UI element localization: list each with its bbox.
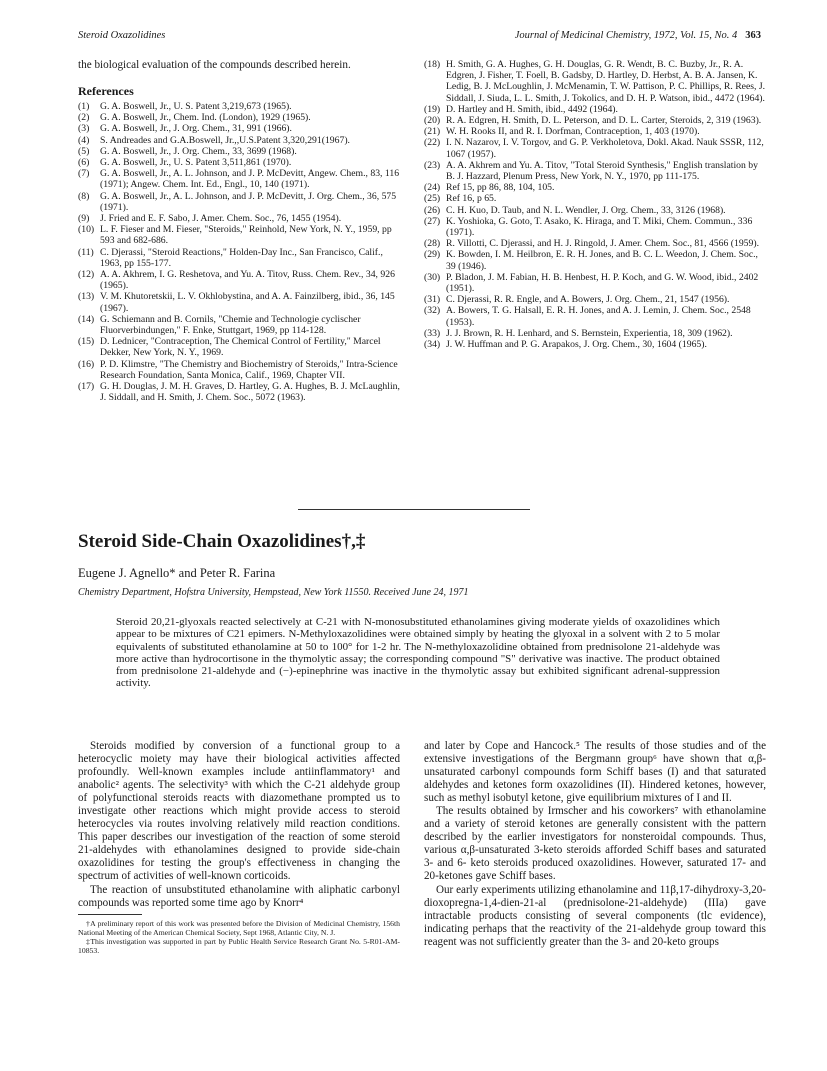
reference-item [78, 269, 400, 291]
reference-text: G. Schiemann and B. Cornils, "Chemie and Technologie cyclischer Fluorverbindungen," F. Enke, Stuttgart, 1969, pp 114-128. [100, 313, 361, 337]
reference-item [424, 115, 766, 126]
body-paragraph: The reaction of unsubstituted ethanolamine with aliphatic carbonyl compounds was reported some time ago by Knorr⁴ [78, 883, 400, 909]
reference-item [424, 305, 766, 327]
reference-number: (2) [78, 112, 90, 124]
reference-number: (17) [78, 381, 95, 393]
reference-text: D. Lednicer, "Contraception, The Chemical Control of Fertility," Marcel Dekker, New York, N. Y., 1969. [100, 336, 381, 359]
reference-number: (1) [78, 101, 90, 112]
reference-text: H. Smith, G. A. Hughes, G. H. Douglas, G. R. Wendt, B. C. Buzby, Jr., R. A. Edgren, J. Fisher, T. Foell, B. Gadsby, D. Hartley, D. Herbst, A. B. A. Jansen, K. Ledig, B. J. McLoughlin, J. McMenamin, T. W. Pattison, P. C. Phillips, R. Rees, J. Siddall, J. Siuda, L. L. Smith, J. Tokolics, and D. H. P. Watson, ibid., 4472 (1964). [446, 59, 766, 104]
reference-text: L. F. Fieser and M. Fieser, "Steroids," Reinhold, New York, N. Y., 1959, pp 593 and 682-686. [100, 224, 392, 247]
reference-item [424, 59, 766, 104]
reference-text: G. A. Boswell, Jr., J. Org. Chem., 33, 3699 (1968). [100, 145, 297, 157]
left-column [78, 59, 400, 403]
reference-text: Ref 15, pp 86, 88, 104, 105. [446, 182, 555, 194]
body-right-column [424, 740, 766, 949]
reference-text: A. A. Akhrem and Yu. A. Titov, "Total Steroid Synthesis," English translation by B. J. Hazzard, Plenum Press, New York, N. Y., 1970, pp 111-175. [446, 159, 758, 183]
reference-text: G. A. Boswell, Jr., U. S. Patent 3,511,861 (1970). [100, 157, 292, 169]
reference-text: P. Bladon, J. M. Fabian, H. B. Henbest, H. P. Koch, and G. W. Wood, ibid., 2402 (1951). [446, 271, 759, 295]
reference-text: A. A. Akhrem, I. G. Reshetova, and Yu. A. Titov, Russ. Chem. Rev., 34, 926 (1965). [100, 269, 395, 292]
reference-item [78, 314, 400, 336]
right-column [424, 59, 766, 350]
reference-text: J. W. Huffman and P. G. Arapakos, J. Org. Chem., 30, 1604 (1965). [446, 339, 707, 351]
reference-item [78, 112, 400, 123]
article-authors: Eugene J. Agnello* and Peter R. Farina [78, 566, 276, 580]
article-affiliation: Chemistry Department, Hofstra University, Hempstead, New York 11550. Received June 24, 1971 [78, 587, 469, 598]
reference-number: (3) [78, 123, 90, 135]
reference-number: (4) [78, 134, 90, 146]
body-paragraph: The results obtained by Irmscher and his coworkers⁷ with ethanolamine and a variety of steroid ketones are generally consistent with the pattern described by the earlier investigators for nonsteroidal compounds. Thus, various α,β-unsaturated 3-keto steroids afforded Schiff bases and saturated 3- and 6- keto steroids produced oxazolidines. However, saturated 17- and 20-ketones gave Schiff bases. [424, 805, 766, 883]
reference-item [78, 191, 400, 213]
reference-item [78, 168, 400, 190]
reference-item [424, 294, 766, 305]
reference-item [78, 247, 400, 269]
reference-item [78, 224, 400, 246]
reference-number: (34) [424, 339, 441, 351]
reference-item [424, 104, 766, 115]
reference-number: (27) [424, 215, 441, 227]
reference-item [78, 101, 400, 112]
reference-text: C. Djerassi, "Steroid Reactions," Holden-Day Inc., San Francisco, Calif., 1963, pp 155-177. [100, 246, 383, 269]
reference-number: (18) [424, 59, 441, 70]
reference-item [424, 339, 766, 350]
reference-text: V. M. Khutoretskii, L. V. Okhlobystina, and A. A. Fainzilberg, ibid., 36, 145 (1967). [100, 291, 395, 314]
reference-number: (31) [424, 294, 441, 306]
reference-text: C. Djerassi, R. R. Engle, and A. Bowers, J. Org. Chem., 21, 1547 (1956). [446, 294, 730, 306]
reference-item [78, 291, 400, 313]
reference-number: (12) [78, 269, 95, 281]
reference-text: G. A. Boswell, Jr., U. S. Patent 3,219,673 (1965). [100, 101, 292, 112]
reference-text: G. A. Boswell, Jr., A. L. Johnson, and J. P. McDevitt, Angew. Chem., 83, 116 (1971); Angew. Chem. Int. Ed., Engl., 10, 140 (1971). [100, 168, 400, 191]
reference-item [78, 336, 400, 358]
reference-item [424, 238, 766, 249]
continuation-text: the biological evaluation of the compounds described herein. [78, 59, 351, 71]
reference-number: (14) [78, 313, 95, 325]
body-left-column [78, 740, 400, 955]
reference-text: S. Andreades and G.A.Boswell, Jr.,,U.S.Patent 3,320,291(1967). [100, 134, 350, 146]
reference-text: W. H. Rooks II, and R. I. Dorfman, Contraception, 1, 403 (1970). [446, 126, 700, 138]
reference-text: G. A. Boswell, Jr., Chem. Ind. (London), 1929 (1965). [100, 112, 311, 124]
reference-item [424, 193, 766, 204]
reference-number: (13) [78, 291, 95, 303]
reference-item [78, 213, 400, 224]
reference-number: (6) [78, 157, 90, 169]
reference-number: (16) [78, 358, 95, 370]
reference-item [78, 123, 400, 134]
reference-number: (32) [424, 305, 441, 317]
footnote: †A preliminary report of this work was presented before the Division of Medicinal Chemistry, 156th National Meeting of the American Chemical Society, Sept 1968, Atlantic City, N. J. [78, 918, 400, 937]
reference-number: (21) [424, 126, 441, 138]
reference-item [424, 272, 766, 294]
body-paragraph: Our early experiments utilizing ethanolamine and 11β,17-dihydroxy-3,20-dioxopregna-1,4-dien-21-al (prednisolone-21-aldehyde) (IIIa) gave intractable products consisting of several components (tlc evidence), indicating perhaps that the reactivity of the 21-aldehyde group toward this reagent was not sufficiently greater than the 3- and 20-keto groups [424, 883, 766, 948]
page-number: 363 [745, 30, 761, 41]
reference-text: K. Bowden, I. M. Heilbron, E. R. H. Jones, and B. C. L. Weedon, J. Chem. Soc., 39 (1946). [446, 249, 758, 272]
reference-number: (25) [424, 193, 441, 205]
reference-number: (23) [424, 159, 441, 171]
reference-text: G. H. Douglas, J. M. H. Graves, D. Hartley, G. A. Hughes, B. J. McLaughlin, J. Siddall, and H. Smith, J. Chem. Soc., 5072 (1963). [100, 381, 400, 404]
reference-item [78, 359, 400, 381]
reference-item [424, 249, 766, 271]
body-paragraph: Steroids modified by conversion of a functional group to a heterocyclic moiety may have their biological activities affected profoundly. Well-known examples include antiinflammatory¹ and anabolic² agents. The selectivity³ with which the C-21 aldehyde group of polyfunctional steroids reacts with diazomethane prompted us to investigate other reactions which might provide access to steroid heterocycles via routes involving relatively mild reaction conditions. This paper describes our investigation of the reaction of some steroid 21-aldehydes with ethanolamines designed to provide side-chain oxazolidines for testing the group's effectiveness in changing the spectrum of activities of well-known corticoids. [78, 740, 400, 883]
reference-text: D. Hartley and H. Smith, ibid., 4492 (1964). [446, 103, 618, 115]
reference-number: (5) [78, 145, 90, 157]
reference-number: (28) [424, 238, 441, 250]
reference-item [424, 160, 766, 182]
reference-item [424, 182, 766, 193]
reference-number: (33) [424, 327, 441, 339]
reference-item [424, 328, 766, 339]
reference-item [78, 381, 400, 403]
running-header-title: Steroid Oxazolidines [78, 30, 166, 41]
reference-item [78, 157, 400, 168]
abstract: Steroid 20,21-glyoxals reacted selectively at C-21 with N-monosubstituted ethanolamines giving moderate yields of oxazolidines which appear to be mixtures of C21 epimers. N-Methyloxazolidines were obtained simply by heating the glyoxal in a solvent with 2 to 5 molar equivalents of substituted ethanolamine at 50 to 100° for 1-2 hr. The N-methyloxazolidine obtained from prednisolone 21-aldehyde was more active than hydrocortisone in the thymolytic assay; the corresponding compound "S" derivative was inactive. The product obtained from prednisolone 21-aldehyde and (−)-epinephrine was inactive in the thymolytic assay but exhibited significant adrenal-suppression activity. [116, 616, 720, 690]
reference-number: (9) [78, 213, 90, 225]
reference-number: (26) [424, 204, 441, 216]
reference-item [424, 137, 766, 159]
reference-text: P. D. Klimstre, "The Chemistry and Biochemistry of Steroids," Intra-Science Research Foundation, Santa Monica, Calif., 1969, Chapter VII. [100, 358, 398, 381]
reference-item [78, 135, 400, 146]
reference-text: C. H. Kuo, D. Taub, and N. L. Wendler, J. Org. Chem., 33, 3126 (1968). [446, 204, 726, 216]
section-divider [298, 509, 530, 510]
reference-item [78, 146, 400, 157]
article-title: Steroid Side-Chain Oxazolidines†,‡ [78, 531, 366, 552]
reference-item [424, 205, 766, 216]
journal-citation: Journal of Medicinal Chemistry, 1972, Vol. 15, No. 4 [514, 30, 738, 41]
footnote-rule [78, 914, 142, 915]
reference-number: (29) [424, 249, 441, 261]
reference-text: K. Yoshioka, G. Goto, T. Asako, K. Hiraga, and T. Miki, Chem. Commun., 336 (1971). [446, 215, 753, 239]
reference-text: Ref 16, p 65. [446, 193, 497, 205]
reference-item [424, 216, 766, 238]
reference-number: (8) [78, 190, 90, 202]
reference-text: R. Villotti, C. Djerassi, and H. J. Ringold, J. Amer. Chem. Soc., 81, 4566 (1959). [446, 238, 760, 250]
body-paragraph: and later by Cope and Hancock.⁵ The results of those studies and of the extensive investigations of the Bergmann group⁶ have shown that α,β-unsaturated carbonyl compounds form Schiff bases (I) and that saturated aldehydes and ketones form oxazolidines (II). Hindered ketones, however, such as methyl isobutyl ketone, give equilibrium mixtures of I and II. [424, 740, 766, 805]
reference-number: (7) [78, 168, 90, 180]
reference-number: (22) [424, 137, 441, 149]
reference-number: (11) [78, 246, 94, 258]
reference-item [424, 126, 766, 137]
reference-text: G. A. Boswell, Jr., J. Org. Chem., 31, 991 (1966). [100, 123, 292, 135]
references-heading: References [78, 84, 134, 98]
reference-list-left [78, 101, 400, 403]
reference-text: R. A. Edgren, H. Smith, D. L. Peterson, and D. L. Carter, Steroids, 2, 319 (1963). [446, 115, 762, 127]
reference-text: G. A. Boswell, Jr., A. L. Johnson, and J. P. McDevitt, J. Org. Chem., 36, 575 (1971). [100, 190, 397, 213]
reference-number: (15) [78, 336, 95, 348]
reference-text: A. Bowers, T. G. Halsall, E. R. H. Jones, and A. J. Lemin, J. Chem. Soc., 2548 (1953). [446, 305, 751, 328]
footnote: ‡This investigation was supported in part by Public Health Service Research Grant No. 5-R01-AM-10853. [78, 936, 400, 955]
running-header [515, 30, 761, 41]
reference-number: (24) [424, 182, 441, 194]
reference-number: (10) [78, 224, 95, 236]
reference-number: (19) [424, 103, 441, 115]
reference-text: J. Fried and E. F. Sabo, J. Amer. Chem. Soc., 76, 1455 (1954). [100, 213, 342, 225]
reference-text: J. J. Brown, R. H. Lenhard, and S. Bernstein, Experientia, 18, 309 (1962). [446, 327, 733, 339]
reference-number: (30) [424, 271, 441, 283]
reference-number: (20) [424, 115, 441, 127]
reference-list-right [424, 59, 766, 350]
reference-text: I. N. Nazarov, I. V. Torgov, and G. P. Verkholetova, Dokl. Akad. Nauk SSSR, 112, 1067 (1957). [446, 137, 764, 160]
